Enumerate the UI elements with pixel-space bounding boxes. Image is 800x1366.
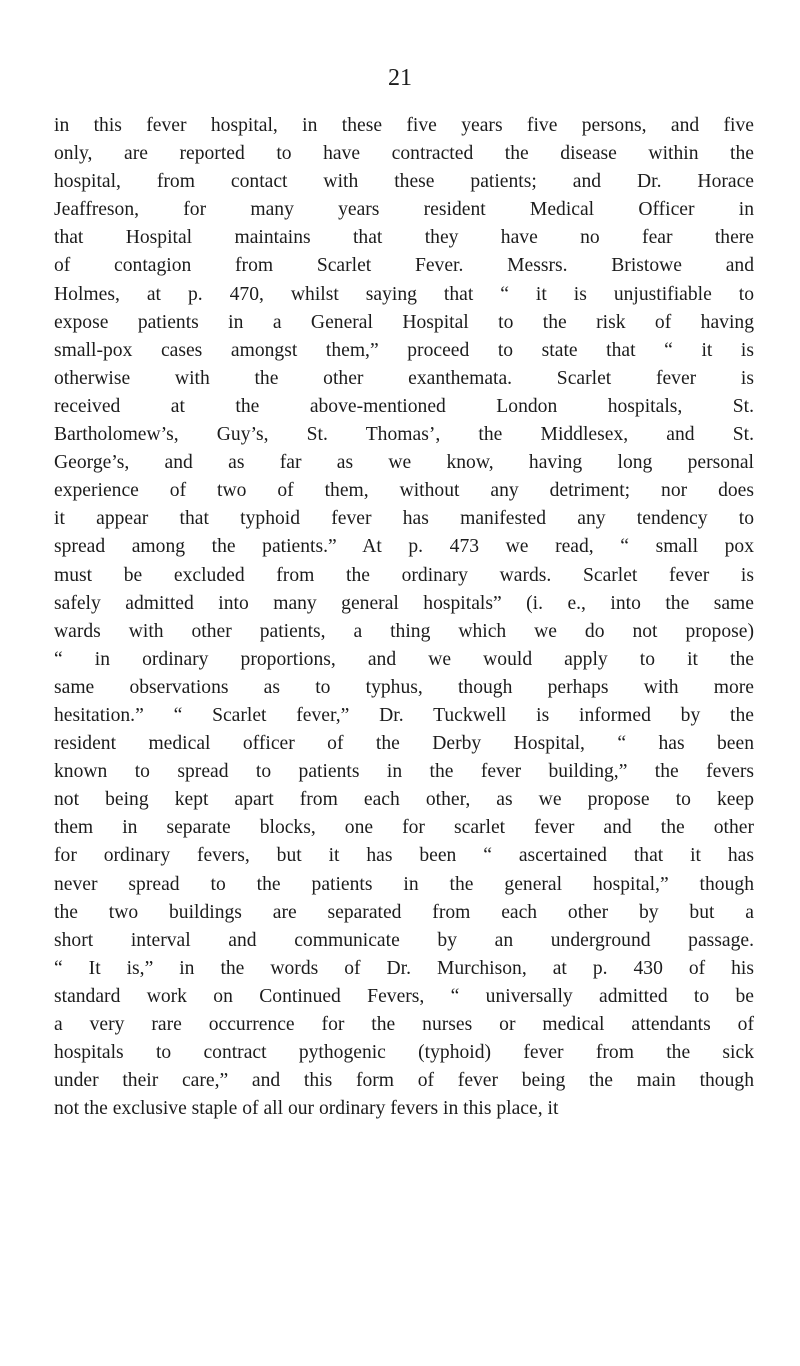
text-line: short interval and communicate by an underground passage.: [54, 929, 754, 951]
text-line: only, are reported to have contracted the disease within the: [54, 143, 754, 165]
text-line: resident medical officer of the Derby Hospital, “ has been: [54, 733, 754, 755]
text-line: for ordinary fevers, but it has been “ ascertained that it has: [54, 845, 754, 867]
text-line: Holmes, at p. 470, whilst saying that “ it is unjustifiable to: [54, 283, 754, 305]
text-line: must be excluded from the ordinary wards. Scarlet fever is: [54, 564, 754, 586]
text-line: small-pox cases amongst them,” proceed to state that “ it is: [54, 339, 754, 361]
text-line: hesitation.” “ Scarlet fever,” Dr. Tuckwell is informed by the: [54, 704, 754, 726]
text-line: received at the above-mentioned London hospitals, St.: [54, 395, 754, 417]
text-line: Bartholomew’s, Guy’s, St. Thomas’, the Middlesex, and St.: [54, 424, 754, 446]
text-line: it appear that typhoid fever has manifested any tendency to: [54, 508, 754, 530]
text-line: not the exclusive staple of all our ordinary fevers in this place, it: [54, 1098, 559, 1120]
body-text: [54, 112, 754, 1123]
text-line: spread among the patients.” At p. 473 we read, “ small pox: [54, 536, 754, 558]
text-line: Jeaffreson, for many years resident Medical Officer in: [54, 199, 754, 221]
text-line: George’s, and as far as we know, having long personal: [54, 452, 754, 474]
text-line: in this fever hospital, in these five years five persons, and five: [54, 115, 754, 136]
text-line: otherwise with the other exanthemata. Scarlet fever is: [54, 367, 754, 389]
text-line: never spread to the patients in the general hospital,” though: [54, 873, 754, 895]
text-line: that Hospital maintains that they have no fear there: [54, 227, 754, 249]
page-number: 21: [388, 65, 412, 91]
text-line: “ in ordinary proportions, and we would apply to it the: [54, 648, 754, 670]
text-line: not being kept apart from each other, as we propose to keep: [54, 789, 754, 811]
text-line: the two buildings are separated from each other by but a: [54, 901, 754, 923]
text-line: standard work on Continued Fevers, “ universally admitted to be: [54, 985, 754, 1007]
text-line: safely admitted into many general hospitals” (i. e., into the same: [54, 592, 754, 614]
text-line: experience of two of them, without any detriment; nor does: [54, 480, 754, 502]
text-line: under their care,” and this form of fever being the main though: [54, 1070, 754, 1092]
text-line: them in separate blocks, one for scarlet fever and the other: [54, 817, 754, 839]
text-line: same observations as to typhus, though perhaps with more: [54, 676, 754, 698]
text-line: known to spread to patients in the fever building,” the fevers: [54, 761, 754, 783]
text-line: hospital, from contact with these patients; and Dr. Horace: [54, 171, 754, 193]
text-line: of contagion from Scarlet Fever. Messrs. Bristowe and: [54, 255, 754, 277]
text-line: expose patients in a General Hospital to the risk of having: [54, 311, 754, 333]
text-line: wards with other patients, a thing which we do not propose): [54, 620, 754, 642]
text-line: hospitals to contract pythogenic (typhoid) fever from the sick: [54, 1042, 754, 1064]
text-line: a very rare occurrence for the nurses or medical attendants of: [54, 1014, 754, 1035]
text-line: “ It is,” in the words of Dr. Murchison, at p. 430 of his: [54, 957, 754, 979]
